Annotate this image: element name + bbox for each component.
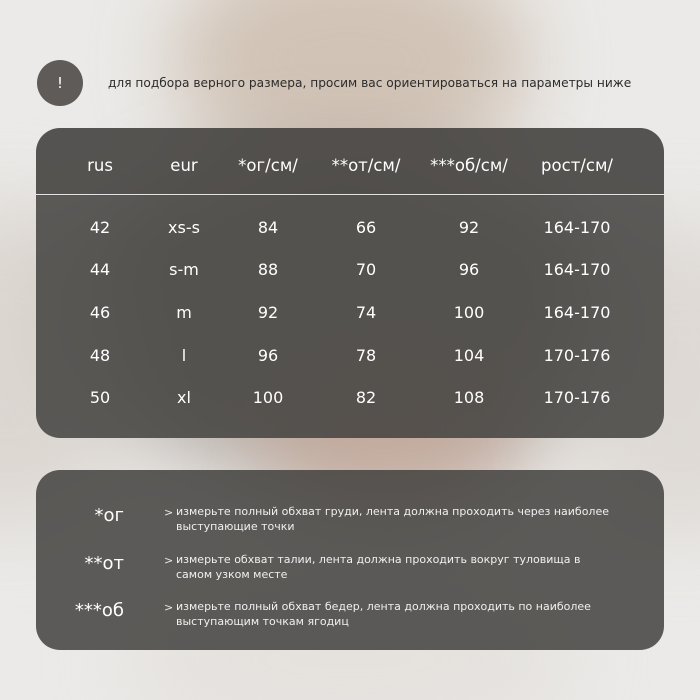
header-height: рост/см/ xyxy=(541,156,613,175)
measurement-legend xyxy=(36,470,664,650)
legend-description: измерьте полный обхват бедер, лента должна проходить по наиболее выступающим точкам ягодиц xyxy=(176,600,591,628)
cell-height: 170-176 xyxy=(543,346,611,365)
notice-text: для подбора верного размера, просим вас ориентироваться на параметры ниже xyxy=(108,76,632,90)
legend-term: *ог xyxy=(94,505,124,526)
cell-chest: 96 xyxy=(257,346,279,365)
cell-eur: xs-s xyxy=(168,218,200,237)
cell-waist: 74 xyxy=(355,303,377,322)
cell-hips: 96 xyxy=(458,260,480,279)
cell-eur: l xyxy=(181,346,187,365)
cell-hips: 108 xyxy=(453,388,485,407)
legend-item-waist xyxy=(36,551,664,591)
chevron-right-icon: > xyxy=(164,554,174,567)
legend-description: измерьте полный обхват груди, лента должна проходить через наиболее выступающие точки xyxy=(176,505,609,533)
cell-eur: m xyxy=(176,303,192,322)
size-notice xyxy=(37,60,677,106)
cell-rus: 42 xyxy=(89,218,111,237)
cell-waist: 78 xyxy=(355,346,377,365)
header-eur: eur xyxy=(170,156,198,175)
cell-hips: 104 xyxy=(453,346,485,365)
cell-height: 164-170 xyxy=(543,218,611,237)
header-hips: ***об/см/ xyxy=(430,156,508,175)
header-rus: rus xyxy=(87,156,113,175)
exclamation-icon xyxy=(37,60,83,106)
cell-waist: 66 xyxy=(355,218,377,237)
chevron-right-icon: > xyxy=(164,601,174,614)
cell-rus: 48 xyxy=(89,346,111,365)
cell-rus: 46 xyxy=(89,303,111,322)
cell-rus: 44 xyxy=(89,260,111,279)
cell-chest: 84 xyxy=(257,218,279,237)
cell-eur: s-m xyxy=(169,260,199,279)
cell-hips: 100 xyxy=(453,303,485,322)
cell-chest: 100 xyxy=(252,388,284,407)
header-waist: **от/см/ xyxy=(331,156,401,175)
legend-item-chest xyxy=(36,503,664,543)
cell-height: 170-176 xyxy=(543,388,611,407)
header-chest: *ог/см/ xyxy=(238,156,298,175)
cell-waist: 82 xyxy=(355,388,377,407)
chevron-right-icon: > xyxy=(164,506,174,519)
header-divider xyxy=(36,194,664,195)
cell-chest: 92 xyxy=(257,303,279,322)
cell-rus: 50 xyxy=(89,388,111,407)
cell-height: 164-170 xyxy=(543,260,611,279)
cell-hips: 92 xyxy=(458,218,480,237)
size-table xyxy=(36,128,664,438)
legend-term: ***об xyxy=(74,600,124,621)
legend-term: **от xyxy=(84,553,124,574)
cell-height: 164-170 xyxy=(543,303,611,322)
exclamation-glyph: ! xyxy=(56,74,63,92)
legend-item-hips xyxy=(36,598,664,638)
cell-waist: 70 xyxy=(355,260,377,279)
table-header-row xyxy=(36,128,664,196)
legend-description: измерьте обхват талии, лента должна проходить вокруг туловища в самом узком месте xyxy=(176,553,581,581)
cell-chest: 88 xyxy=(257,260,279,279)
cell-eur: xl xyxy=(177,388,191,407)
